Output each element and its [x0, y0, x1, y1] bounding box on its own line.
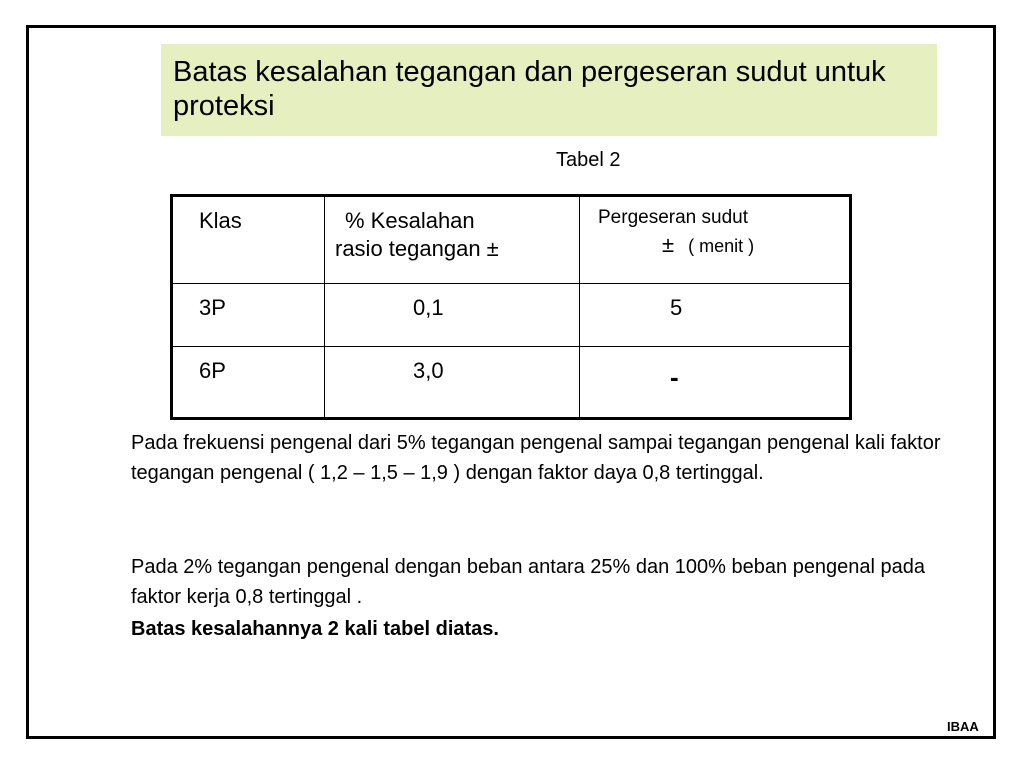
table-caption: Tabel 2 [556, 149, 621, 171]
header-pergeseran-line1: Pergeseran sudut [598, 207, 748, 228]
cell-pergeseran: - [580, 347, 851, 419]
paragraph-load-condition: Pada 2% tegangan pengenal dengan beban antara 25% dan 100% beban pengenal pada faktor kerja 0,8 tertinggal . [131, 556, 926, 608]
header-kesalahan-line2: rasio tegangan ± [335, 236, 499, 261]
table-row [172, 284, 851, 347]
header-klas: Klas [172, 196, 325, 284]
cell-kesalahan: 3,0 [325, 347, 580, 419]
cell-pergeseran: 5 [580, 284, 851, 347]
header-pergeseran-unit: ( menit ) [688, 236, 755, 256]
footer-label: IBAA [947, 719, 979, 734]
cell-kesalahan: 0,1 [325, 284, 580, 347]
slide-title: Batas kesalahan tegangan dan pergeseran sudut untuk proteksi [161, 44, 937, 136]
header-kesalahan-line1: % Kesalahan [345, 208, 475, 233]
header-pergeseran-pm: ± [662, 232, 675, 257]
cell-klas: 6P [172, 347, 325, 419]
table-row [172, 347, 851, 419]
paragraph-frequency-condition: Pada frekuensi pengenal dari 5% tegangan pengenal sampai tegangan pengenal kali faktor tegangan pengenal ( 1,2 – 1,5 – 1,9 ) dengan faktor daya 0,8 tertinggal. [131, 432, 941, 484]
table-header-row [172, 196, 851, 284]
cell-klas: 3P [172, 284, 325, 347]
header-pergeseran [580, 196, 851, 284]
error-limits-table [170, 194, 852, 420]
header-kesalahan [325, 196, 580, 284]
paragraph-error-limit-note: Batas kesalahannya 2 kali tabel diatas. [131, 618, 499, 640]
